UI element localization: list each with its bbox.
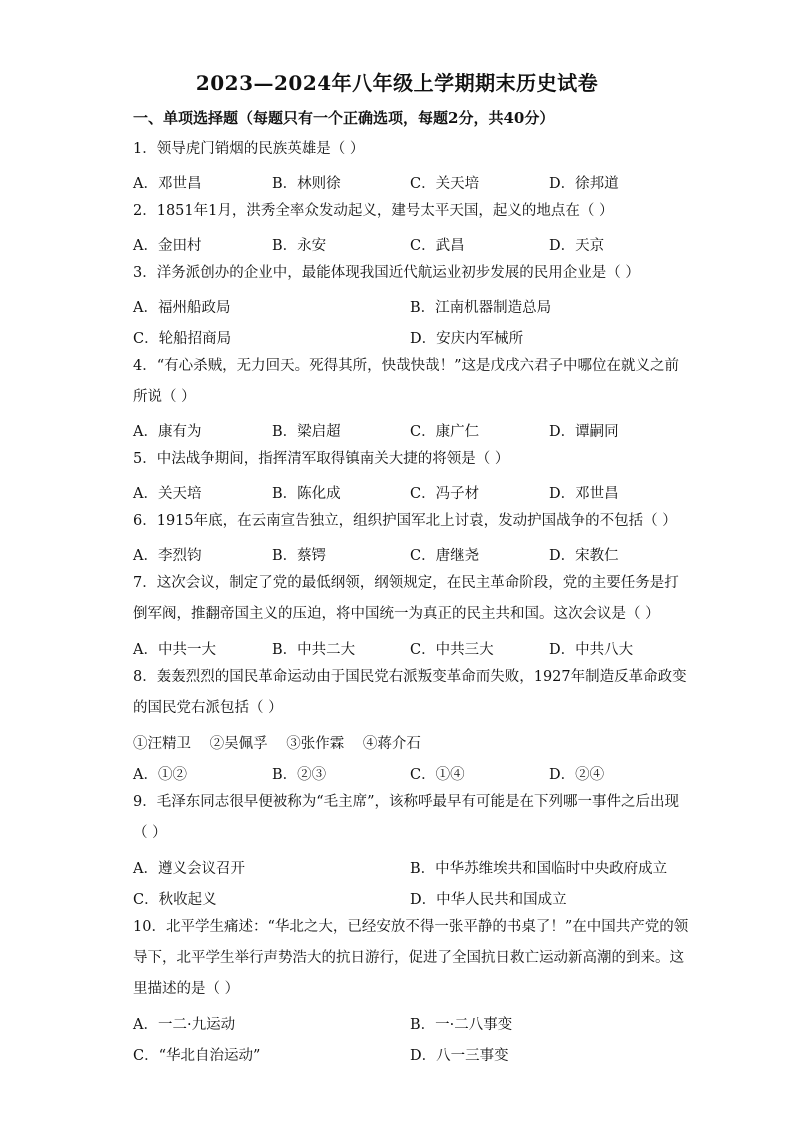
option-b: B．陈化成 [272, 486, 341, 502]
option-b: B．林则徐 [272, 176, 341, 192]
option-d: D．中共八大 [549, 642, 634, 658]
question-options [133, 857, 693, 879]
option-d: D．谭嗣同 [549, 424, 619, 440]
option-d: D．天京 [549, 238, 605, 254]
question-stem-line: （ ） [133, 825, 167, 841]
question-options [133, 482, 693, 504]
option-d: D．中华人民共和国成立 [410, 892, 567, 908]
option-a: A．福州船政局 [133, 300, 231, 316]
question-options [133, 1044, 693, 1066]
question-options [133, 172, 693, 194]
question-stem-line: 倒军阀，推翻帝国主义的压迫，将中国统一为真正的民主共和国。这次会议是（ ） [133, 606, 660, 622]
option-c: C．冯子材 [410, 486, 480, 502]
question-options [133, 1013, 693, 1035]
question-options [133, 234, 693, 256]
question-stem-line: 8．轰轰烈烈的国民革命运动由于国民党右派叛变革命而失败，1927年制造反革命政变 [133, 669, 687, 685]
option-a: A．一二·九运动 [133, 1017, 236, 1033]
statement-item: ①汪精卫 [133, 736, 191, 752]
option-c: C．秋收起义 [133, 892, 217, 908]
question-stem-line: 的国民党右派包括（ ） [133, 700, 283, 716]
option-b: B．②③ [272, 767, 327, 783]
option-b: B．永安 [272, 238, 327, 254]
option-c: C．关天培 [410, 176, 480, 192]
option-d: D．宋教仁 [549, 548, 619, 564]
question-stem-line: 10．北平学生痛述：“华北之大，已经安放不得一张平静的书桌了！”在中国共产党的领 [133, 919, 689, 935]
statement-items [133, 732, 435, 753]
option-d: D．八一三事变 [410, 1048, 509, 1064]
option-b: B．一·二八事变 [410, 1017, 513, 1033]
question-options [133, 544, 693, 566]
question-stem: 3．洋务派创办的企业中，最能体现我国近代航运业初步发展的民用企业是（ ） [133, 265, 640, 281]
option-d: D．邓世昌 [549, 486, 619, 502]
question-options [133, 296, 693, 318]
question-stem-line: 所说（ ） [133, 389, 196, 405]
question-options [133, 420, 693, 442]
option-a: A．①② [133, 767, 187, 783]
option-d: D．徐邦道 [549, 176, 619, 192]
option-b: B．中共二大 [272, 642, 356, 658]
question-stem: 1．领导虎门销烟的民族英雄是（ ） [133, 141, 365, 157]
option-b: B．中华苏维埃共和国临时中央政府成立 [410, 861, 668, 877]
question-stem-line: 7．这次会议，制定了党的最低纲领，纲领规定，在民主革命阶段，党的主要任务是打 [133, 575, 679, 591]
option-d: D．安庆内军械所 [410, 331, 524, 347]
option-a: A．康有为 [133, 424, 202, 440]
option-b: B．梁启超 [272, 424, 341, 440]
option-d: D．②④ [549, 767, 605, 783]
statement-item: ②吴佩孚 [209, 736, 268, 752]
question-stem-line: 9．毛泽东同志很早便被称为“毛主席”，该称呼最早有可能是在下列哪一事件之后出现 [133, 794, 680, 810]
option-c: C．武昌 [410, 238, 465, 254]
option-c: C．“华北自治运动” [133, 1048, 261, 1064]
question-stem-line: 里描述的是（ ） [133, 981, 240, 997]
option-a: A．金田村 [133, 238, 202, 254]
option-c: C．①④ [410, 767, 465, 783]
question-stem: 5．中法战争期间，指挥清军取得镇南关大捷的将领是（ ） [133, 451, 510, 467]
page-title: 2023—2024年八年级上学期期末历史试卷 [195, 71, 599, 95]
option-b: B．江南机器制造总局 [410, 300, 552, 316]
question-stem: 2．1851年1月，洪秀全率众发动起义，建号太平天国，起义的地点在（ ） [133, 203, 614, 219]
option-c: C．中共三大 [410, 642, 494, 658]
question-options [133, 327, 693, 349]
question-options [133, 763, 693, 785]
option-c: C．轮船招商局 [133, 331, 232, 347]
option-a: A．李烈钧 [133, 548, 202, 564]
section-heading: 一、单项选择题（每题只有一个正确选项，每题2分，共40分） [133, 109, 555, 127]
question-stem-line: 4．“有心杀贼，无力回天。死得其所，快哉快哉！”这是戊戌六君子中哪位在就义之前 [133, 358, 680, 374]
question-options [133, 638, 693, 660]
statement-item: ④蒋介石 [362, 736, 421, 752]
option-c: C．康广仁 [410, 424, 480, 440]
option-c: C．唐继尧 [410, 548, 480, 564]
option-a: A．中共一大 [133, 642, 216, 658]
option-a: A．遵义会议召开 [133, 861, 245, 877]
option-b: B．蔡锷 [272, 548, 327, 564]
option-a: A．关天培 [133, 486, 202, 502]
question-options [133, 888, 693, 910]
statement-item: ③张作霖 [286, 736, 345, 752]
option-a: A．邓世昌 [133, 176, 202, 192]
question-stem-line: 导下，北平学生举行声势浩大的抗日游行，促进了全国抗日救亡运动新高潮的到来。这 [133, 950, 684, 966]
question-stem: 6．1915年底，在云南宣告独立，组织护国军北上讨袁，发动护国战争的不包括（ ） [133, 513, 677, 529]
